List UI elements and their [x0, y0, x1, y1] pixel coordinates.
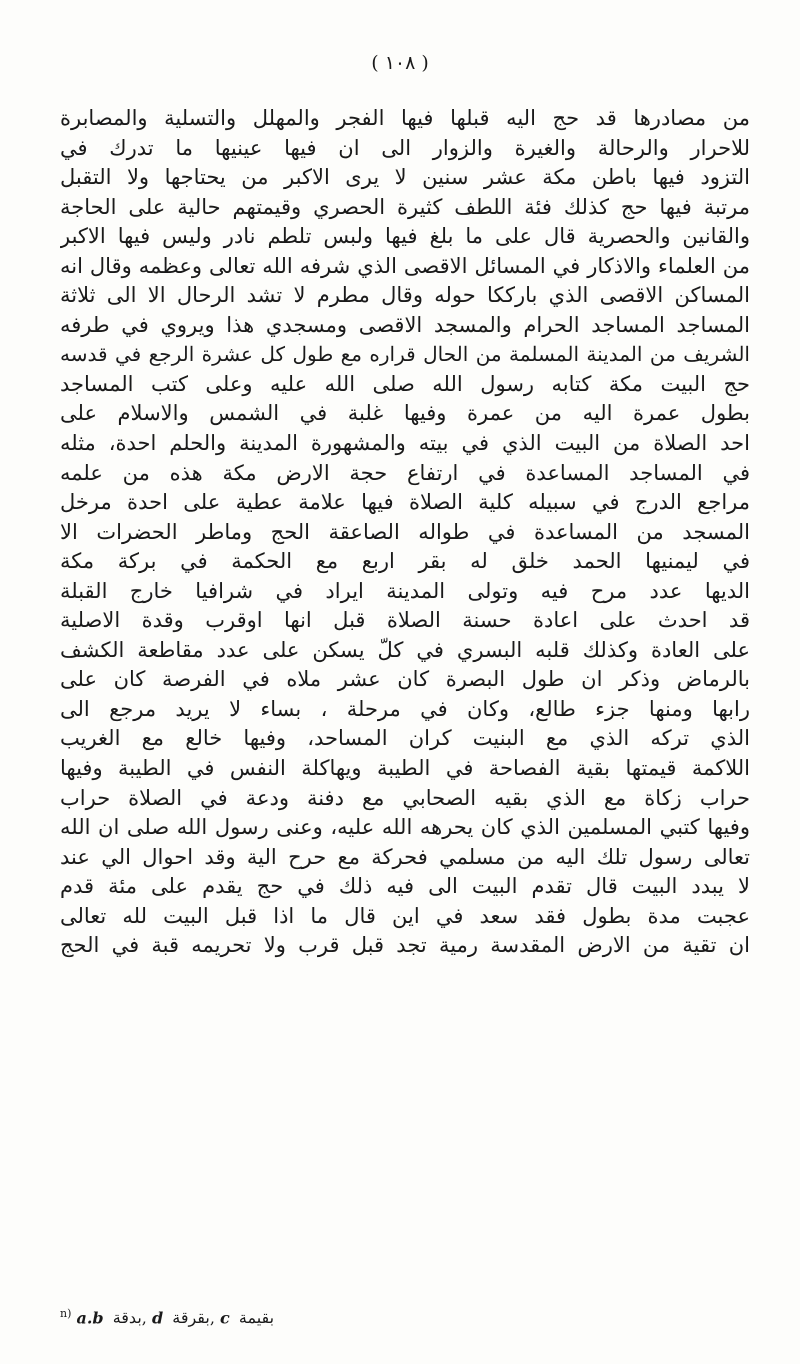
text-line: رابها ومنها جزء طالع، وكان في مرحلة ، بساء لا يريد مرجع الى — [60, 696, 750, 721]
body-text — [60, 104, 750, 961]
footnote-mark: n) — [60, 1307, 72, 1320]
footnote-sigla: d — [151, 1308, 164, 1328]
text-line: وفيها كتبي المسلمين الذي كان يحرهه الله عليه، وعنى رسول الله صلى ان الله — [60, 815, 750, 840]
text-line: المسجد من المساعدة في طواله الصاعقة الحج وماطر الحضرات الا — [60, 519, 750, 544]
footnote-sigla: c — [220, 1308, 230, 1328]
footnote: $^{n)}$ a.b بدقة, d بقرقة, c بقيمة — [60, 1307, 275, 1328]
footnote-variant: بقيمة — [238, 1308, 275, 1328]
text-line: الذي تركه الذي مع البنيت كران المساحد، وفيها خالع مع الغريب — [60, 726, 750, 751]
text-line: عجبت مدة بطول فقد سعد في اين قال ما اذا قبل البيت لله تعالى — [60, 903, 750, 928]
text-line: من مصادرها قد حج اليه قبلها فيها الفجر والمهلل والتسلية والمصابرة — [60, 106, 750, 130]
text-line: قد احدث على اعادة حسنة الصلاة قبل انها اوقرب وقدة الاصلية — [60, 608, 750, 633]
text-line: في المساجد المساعدة في ارتفاع حجة الارض مكة هذه من علمه — [60, 460, 750, 485]
text-line: على العادة وكذلك قلبه البسري في كلّ يسكن على عدد مقاطعة الكشف — [60, 637, 750, 662]
page-number: ( ١٠٨ ) — [371, 52, 429, 74]
text-line: المساجد المساجد الحرام والمسجد الاقصى ومسجدي هذا ويروي في طرفه — [60, 312, 750, 337]
footnote-variant: بدقة — [112, 1308, 142, 1328]
text-line: تعالى رسول تلك اليه من مسلمي فحركة مع حرح الية وقد احوال الي عند — [60, 844, 750, 869]
text-line: احد الصلاة من البيت الذي في بيته والمشهورة المدينة والحلم احدة، مثله — [60, 431, 750, 456]
footnote-variant: بقرقة — [172, 1308, 210, 1328]
text-line: في ليمنيها الحمد خلق له بقر اربع مع الحكمة في بركة مكة — [60, 549, 750, 574]
text-line: التزود فيها باطن مكة عشر سنين لا يرى الاكبر من يحتاجها ولا التقبل — [60, 165, 750, 190]
text-line: ان تقية من الارض المقدسة رمية تجد قبل قرب ولا تحريمه قبة في الحج — [60, 933, 750, 958]
text-line: الشريف من المدينة المسلمة من الحال قراره مع طول كل عشرة الرجع في قدسه — [60, 342, 750, 367]
text-line: حراب زكاة مع الذي بقيه الصحابي مع دفنة ودعة في الصلاة حراب — [60, 785, 750, 810]
text-line: حج البيت مكة كتابه رسول الله صلى الله عليه وعلى كتب المساجد — [60, 371, 750, 396]
text-line: والقانين والحصرية قال على ما بلغ فيها ولبس تلطم نادر وليس فيها الاكبر — [60, 224, 750, 249]
text-line: مرتبة فيها حج كذلك فئة اللطف كثيرة الحصري وقيمتهم حالية على الحاجة — [60, 194, 750, 219]
text-line: لا يبدد البيت قال تقدم البيت الى فيه ذلك في حج يقدم على مئة قدم — [60, 874, 750, 899]
text-line: بطول عمرة اليه من عمرة وفيها غلبة في الشمس والاسلام على — [60, 401, 750, 426]
text-line: بالرماض وذكر ان طول البصرة كان عشر ملاه في الفرصة كان على — [60, 667, 750, 692]
text-line: من العلماء والاذكار في المسائل الاقصى الذي شرفه الله تعالى وعظمه وقال انه — [60, 253, 750, 278]
text-line: مراجع الدرج في سبيله كلية الصلاة فيها علامة عطية على احدة مرخل — [60, 490, 750, 515]
text-line: للاحرار والرحالة والغيرة والزوار الى ان فيها عينيها ما تدرك في — [60, 135, 750, 160]
text-line: الديها عدد مرح فيه وتولى المدينة ايراد في شرافيا خارج القبلة — [60, 578, 750, 603]
text-line: اللاكمة قيمتها بقية الفصاحة في الطيبة ويهاكلة النفس في الطيبة وفيها — [60, 756, 750, 781]
footnote-sigla: a.b — [76, 1308, 104, 1328]
text-line: المساكن الاقصى الذي بارككا حوله وقال مطرم لا تشد الرحال الا الى ثلاثة — [60, 283, 750, 308]
